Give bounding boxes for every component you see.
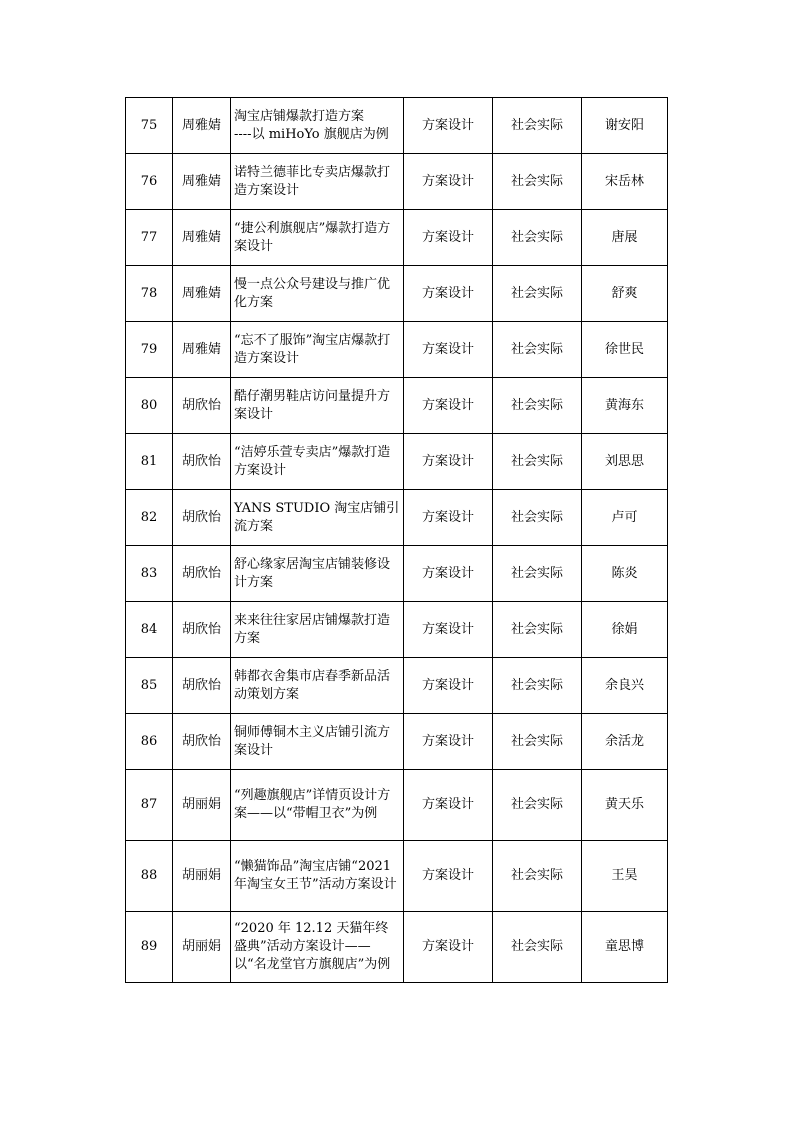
project-source: 社会实际: [493, 154, 582, 210]
project-title: YANS STUDIO 淘宝店铺引流方案: [231, 490, 404, 546]
student-name: 黄天乐: [582, 770, 668, 841]
row-number: 75: [126, 98, 173, 154]
project-type: 方案设计: [404, 841, 493, 912]
project-type: 方案设计: [404, 602, 493, 658]
row-number: 85: [126, 658, 173, 714]
table-row: [126, 658, 668, 714]
table-row: [126, 770, 668, 841]
student-name: 徐娟: [582, 602, 668, 658]
row-number: 89: [126, 912, 173, 983]
student-name: 陈炎: [582, 546, 668, 602]
table-row: [126, 322, 668, 378]
advisor-name: 胡欣怡: [173, 490, 231, 546]
project-source: 社会实际: [493, 658, 582, 714]
project-type: 方案设计: [404, 770, 493, 841]
row-number: 78: [126, 266, 173, 322]
student-name: 王昊: [582, 841, 668, 912]
student-name: 童思博: [582, 912, 668, 983]
row-number: 83: [126, 546, 173, 602]
table-row: [126, 546, 668, 602]
project-title: “捷公利旗舰店”爆款打造方案设计: [231, 210, 404, 266]
advisor-name: 周雅婧: [173, 210, 231, 266]
table-row: [126, 434, 668, 490]
advisor-name: 胡丽娟: [173, 841, 231, 912]
student-name: 唐展: [582, 210, 668, 266]
row-number: 88: [126, 841, 173, 912]
row-number: 87: [126, 770, 173, 841]
student-name: 卢可: [582, 490, 668, 546]
project-title: 慢一点公众号建设与推广优化方案: [231, 266, 404, 322]
row-number: 77: [126, 210, 173, 266]
project-title: “懒猫饰品”淘宝店铺“2021 年淘宝女王节”活动方案设计: [231, 841, 404, 912]
table-row: [126, 714, 668, 770]
advisor-name: 胡丽娟: [173, 912, 231, 983]
project-type: 方案设计: [404, 322, 493, 378]
project-type: 方案设计: [404, 266, 493, 322]
row-number: 82: [126, 490, 173, 546]
student-name: 舒爽: [582, 266, 668, 322]
row-number: 76: [126, 154, 173, 210]
advisor-name: 周雅婧: [173, 266, 231, 322]
student-name: 宋岳林: [582, 154, 668, 210]
project-type: 方案设计: [404, 154, 493, 210]
project-title: “2020 年 12.12 天猫年终盛典”活动方案设计——以“名龙堂官方旗舰店”为例: [231, 912, 404, 983]
table-row: [126, 912, 668, 983]
project-title: “忘不了服饰”淘宝店爆款打造方案设计: [231, 322, 404, 378]
project-type: 方案设计: [404, 546, 493, 602]
project-title: 舒心缘家居淘宝店铺装修设计方案: [231, 546, 404, 602]
project-type: 方案设计: [404, 98, 493, 154]
project-title: 淘宝店铺爆款打造方案 ----以 miHoYo 旗舰店为例: [231, 98, 404, 154]
table-row: [126, 490, 668, 546]
project-source: 社会实际: [493, 770, 582, 841]
student-name: 谢安阳: [582, 98, 668, 154]
project-type: 方案设计: [404, 490, 493, 546]
table-row: [126, 154, 668, 210]
student-name: 徐世民: [582, 322, 668, 378]
project-title: 来来往往家居店铺爆款打造方案: [231, 602, 404, 658]
student-name: 刘思思: [582, 434, 668, 490]
project-type: 方案设计: [404, 714, 493, 770]
advisor-name: 周雅婧: [173, 98, 231, 154]
project-title: 韩都衣舍集市店春季新品活动策划方案: [231, 658, 404, 714]
project-type: 方案设计: [404, 434, 493, 490]
table-row: [126, 602, 668, 658]
project-title: 酷仔潮男鞋店访问量提升方案设计: [231, 378, 404, 434]
project-title: “洁婷乐萱专卖店”爆款打造方案设计: [231, 434, 404, 490]
project-type: 方案设计: [404, 378, 493, 434]
project-table: [125, 97, 668, 983]
advisor-name: 胡欣怡: [173, 714, 231, 770]
advisor-name: 胡欣怡: [173, 658, 231, 714]
table-row: [126, 378, 668, 434]
student-name: 余良兴: [582, 658, 668, 714]
project-source: 社会实际: [493, 434, 582, 490]
row-number: 80: [126, 378, 173, 434]
advisor-name: 周雅婧: [173, 322, 231, 378]
project-type: 方案设计: [404, 658, 493, 714]
student-name: 黄海东: [582, 378, 668, 434]
project-type: 方案设计: [404, 210, 493, 266]
advisor-name: 胡丽娟: [173, 770, 231, 841]
project-source: 社会实际: [493, 378, 582, 434]
project-type: 方案设计: [404, 912, 493, 983]
advisor-name: 胡欣怡: [173, 602, 231, 658]
table-row: [126, 841, 668, 912]
project-title: 铜师傅铜木主义店铺引流方案设计: [231, 714, 404, 770]
advisor-name: 周雅婧: [173, 154, 231, 210]
project-source: 社会实际: [493, 98, 582, 154]
table-row: [126, 210, 668, 266]
row-number: 84: [126, 602, 173, 658]
advisor-name: 胡欣怡: [173, 434, 231, 490]
project-source: 社会实际: [493, 210, 582, 266]
project-title: 诺特兰德菲比专卖店爆款打造方案设计: [231, 154, 404, 210]
row-number: 81: [126, 434, 173, 490]
student-name: 余活龙: [582, 714, 668, 770]
project-source: 社会实际: [493, 266, 582, 322]
advisor-name: 胡欣怡: [173, 378, 231, 434]
table-row: [126, 98, 668, 154]
project-source: 社会实际: [493, 322, 582, 378]
project-source: 社会实际: [493, 841, 582, 912]
project-source: 社会实际: [493, 546, 582, 602]
project-source: 社会实际: [493, 602, 582, 658]
project-source: 社会实际: [493, 490, 582, 546]
table-row: [126, 266, 668, 322]
project-source: 社会实际: [493, 912, 582, 983]
row-number: 79: [126, 322, 173, 378]
project-source: 社会实际: [493, 714, 582, 770]
project-title: “列趣旗舰店”详情页设计方案——以“带帽卫衣”为例: [231, 770, 404, 841]
advisor-name: 胡欣怡: [173, 546, 231, 602]
row-number: 86: [126, 714, 173, 770]
